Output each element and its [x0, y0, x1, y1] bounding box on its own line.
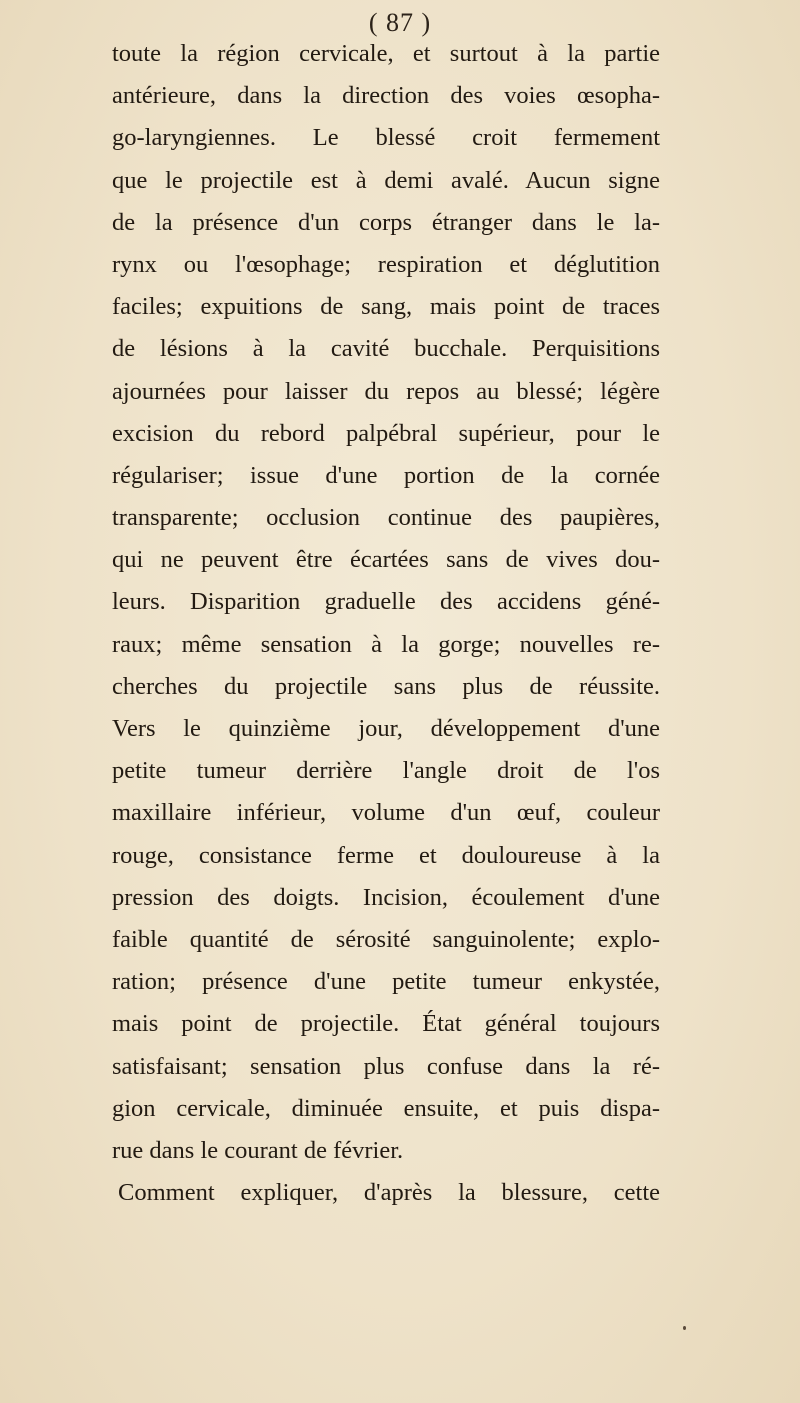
- text-line: rouge, consistance ferme et douloureuse à la: [112, 841, 660, 869]
- page-number: ( 87 ): [368, 8, 432, 37]
- text-line: faible quantité de sérosité sanguinolente; explo-: [112, 925, 660, 953]
- text-line: pression des doigts. Incision, écoulement d'une: [112, 883, 660, 911]
- text-line: leurs. Disparition graduelle des accidens géné-: [112, 588, 660, 616]
- text-line: excision du rebord palpébral supérieur, pour le: [112, 419, 660, 447]
- text-line: transparente; occlusion continue des paupières,: [112, 504, 660, 532]
- text-line: qui ne peuvent être écartées sans de vives dou-: [112, 546, 660, 574]
- text-line: que le projectile est à demi avalé. Aucun signe: [112, 166, 660, 194]
- text-line: raux; même sensation à la gorge; nouvelles re-: [112, 630, 660, 658]
- text-line: régulariser; issue d'une portion de la cornée: [112, 461, 660, 489]
- body-text: [112, 33, 660, 1214]
- ink-speck: [683, 1326, 686, 1330]
- text-line: satisfaisant; sensation plus confuse dans la ré-: [112, 1052, 660, 1080]
- text-line: petite tumeur derrière l'angle droit de l'os: [112, 757, 660, 785]
- text-line: mais point de projectile. État général toujours: [112, 1010, 660, 1038]
- text-line: rynx ou l'œsophage; respiration et déglutition: [112, 250, 660, 278]
- text-line: faciles; expuitions de sang, mais point de traces: [112, 293, 660, 321]
- text-line: ajournées pour laisser du repos au blessé; légère: [112, 377, 660, 405]
- text-line: gion cervicale, diminuée ensuite, et puis dispa-: [112, 1094, 660, 1122]
- text-line: toute la région cervicale, et surtout à la partie: [112, 40, 660, 67]
- text-line: de lésions à la cavité bucchale. Perquisitions: [112, 335, 660, 363]
- text-line: go-laryngiennes. Le blessé croit fermement: [112, 124, 660, 152]
- text-line: cherches du projectile sans plus de réussite.: [112, 672, 660, 700]
- text-line: de la présence d'un corps étranger dans le la-: [112, 208, 660, 236]
- text-line: Comment expliquer, d'après la blessure, cette: [118, 1179, 660, 1207]
- text-line: rue dans le courant de février.: [112, 1136, 404, 1164]
- text-line: antérieure, dans la direction des voies œsopha-: [112, 82, 660, 110]
- text-line: ration; présence d'une petite tumeur enkystée,: [112, 968, 660, 996]
- text-line: Vers le quinzième jour, développement d'une: [112, 715, 660, 742]
- text-line: maxillaire inférieur, volume d'un œuf, couleur: [112, 799, 660, 827]
